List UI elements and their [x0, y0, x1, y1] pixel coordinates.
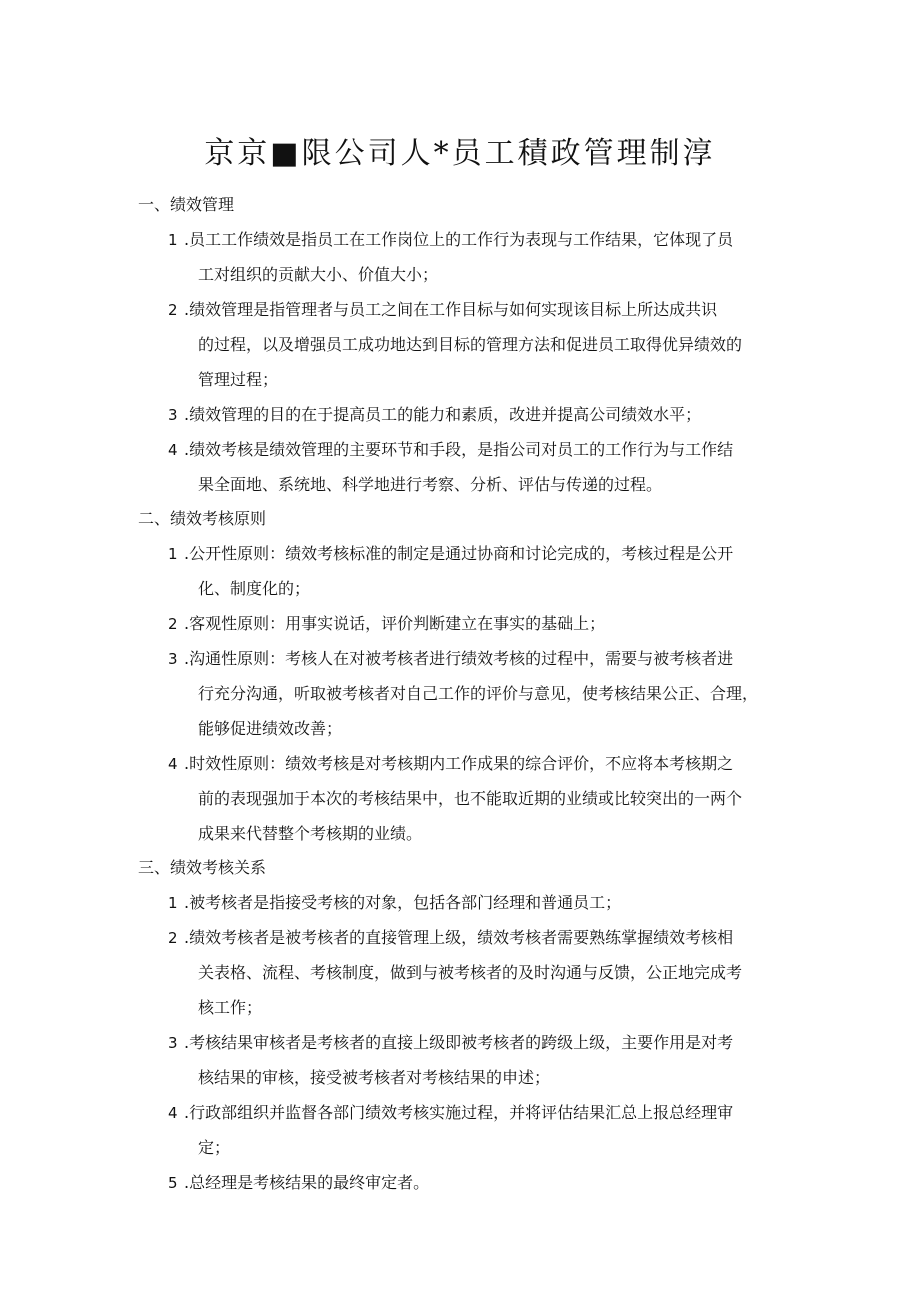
list-item: [168, 606, 790, 641]
item-number: 3: [168, 406, 178, 424]
item-text-line: .员工工作绩效是指员工在工作岗位上的工作行为表现与工作结果，它体现了员: [184, 230, 734, 249]
item-text-line: 化、制度化的；: [198, 579, 311, 598]
item-number: 3: [168, 650, 178, 668]
list-item: [168, 536, 790, 606]
list-item: [168, 222, 790, 292]
document-body: [0, 188, 920, 1200]
list-item: [168, 746, 790, 851]
item-number: 2: [168, 615, 178, 633]
item-text-line: 定；: [198, 1138, 231, 1157]
item-number: 1: [168, 894, 178, 912]
item-text-line: 核工作；: [198, 998, 263, 1017]
item-number: 5: [168, 1174, 178, 1192]
list-item: [168, 432, 790, 502]
item-text-line: .绩效考核是绩效管理的主要环节和手段，是指公司对员工的工作行为与工作结: [184, 440, 734, 459]
list-item: [168, 292, 790, 397]
section-heading: 一、绩效管理: [138, 195, 235, 214]
item-text-line: 关表格、流程、考核制度，做到与被考核者的及时沟通与反馈，公正地完成考: [198, 963, 743, 982]
item-number: 4: [168, 755, 178, 773]
item-text-line: .绩效考核者是被考核者的直接管理上级，绩效考核者需要熟练掌握绩效考核相: [184, 928, 734, 947]
item-text-line: .绩效管理的目的在于提高员工的能力和素质，改进并提高公司绩效水平；: [184, 405, 702, 424]
list-item: [168, 920, 790, 1025]
item-text-line: 管理过程；: [198, 370, 279, 389]
list-item: [168, 641, 790, 746]
section-heading: 三、绩效考核关系: [138, 858, 267, 877]
section-3: [0, 851, 920, 1200]
document-title: 京京■限公司人*员工積政管理制淳: [204, 136, 716, 171]
item-text-line: 能够促进绩效改善；: [198, 719, 343, 738]
item-text-line: 果全面地、系统地、科学地进行考察、分析、评估与传递的过程。: [198, 475, 663, 494]
item-text-line: .行政部组织并监督各部门绩效考核实施过程，并将评估结果汇总上报总经理审: [184, 1103, 734, 1122]
section-heading: 二、绩效考核原则: [138, 509, 267, 528]
item-text-line: .时效性原则：绩效考核是对考核期内工作成果的综合评价，不应将本考核期之: [184, 754, 734, 773]
item-text-line: .沟通性原则：考核人在对被考核者进行绩效考核的过程中，需要与被考核者进: [184, 649, 734, 668]
item-number: 2: [168, 301, 178, 319]
list-item: [168, 1095, 790, 1165]
item-text-line: 工对组织的贡献大小、价值大小；: [198, 265, 439, 284]
section-1: [0, 188, 920, 502]
item-text-line: .总经理是考核结果的最终审定者。: [184, 1173, 430, 1192]
list-item: [168, 1025, 790, 1095]
item-text-line: .绩效管理是指管理者与员工之间在工作目标与如何实现该目标上所达成共识: [184, 300, 718, 319]
item-text-line: 核结果的审核，接受被考核者对考核结果的申述；: [198, 1068, 551, 1087]
list-item: [168, 397, 790, 432]
item-text-line: .公开性原则：绩效考核标准的制定是通过协商和讨论完成的，考核过程是公开: [184, 544, 734, 563]
item-number: 4: [168, 441, 178, 459]
item-text-line: 成果来代替整个考核期的业绩。: [198, 824, 423, 843]
item-text-line: .客观性原则：用事实说话，评价判断建立在事实的基础上；: [184, 614, 606, 633]
item-text-line: 行充分沟通，听取被考核者对自己工作的评价与意见，使考核结果公正、合理，: [198, 684, 759, 703]
item-number: 4: [168, 1104, 178, 1122]
item-number: 1: [168, 545, 178, 563]
item-number: 1: [168, 231, 178, 249]
item-text-line: 的过程，以及增强员工成功地达到目标的管理方法和促进员工取得优异绩效的: [198, 335, 743, 354]
item-text-line: .考核结果审核者是考核者的直接上级即被考核者的跨级上级，主要作用是对考: [184, 1033, 734, 1052]
item-text-line: 前的表现强加于本次的考核结果中，也不能取近期的业绩或比较突出的一两个: [198, 789, 743, 808]
section-2: [0, 502, 920, 851]
list-item: [168, 885, 790, 920]
item-text-line: .被考核者是指接受考核的对象，包括各部门经理和普通员工；: [184, 893, 622, 912]
item-number: 3: [168, 1034, 178, 1052]
item-number: 2: [168, 929, 178, 947]
list-item: [168, 1165, 790, 1200]
